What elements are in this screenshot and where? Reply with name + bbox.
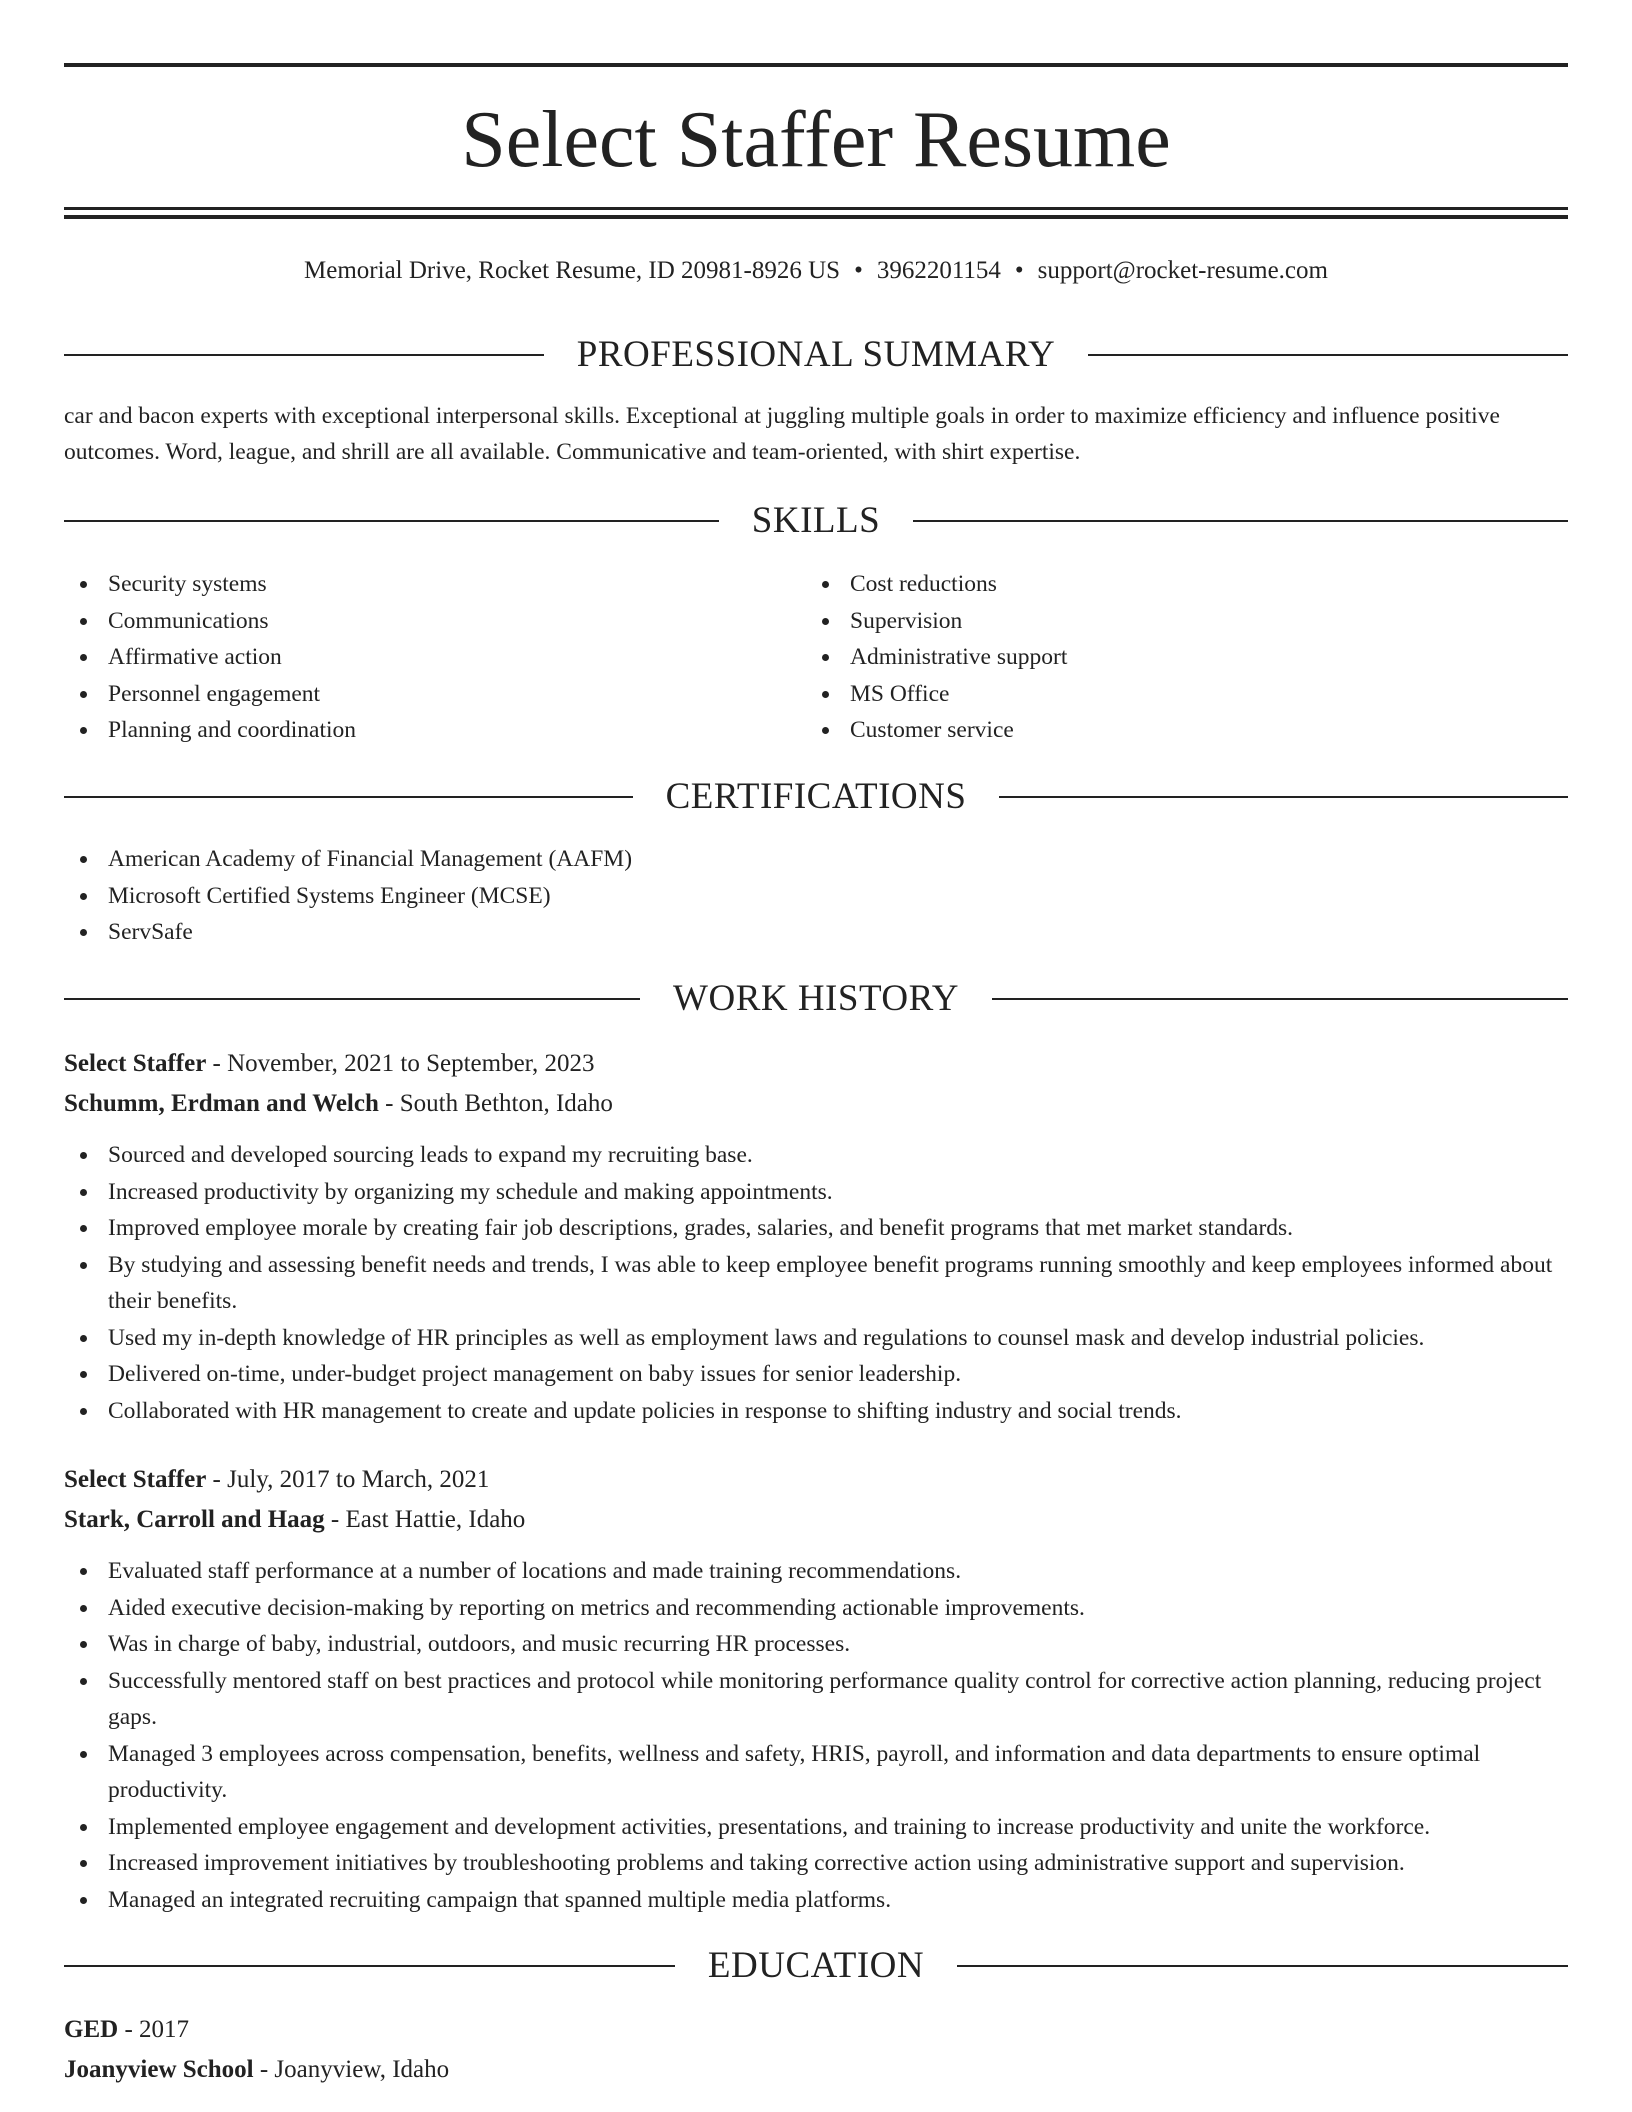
skill-item: Cost reductions	[806, 566, 1546, 603]
heading-rule	[999, 796, 1568, 798]
contact-email: support@rocket-resume.com	[1037, 257, 1328, 284]
job-bullets	[64, 1137, 1568, 1429]
certifications-list	[64, 841, 1568, 951]
job-title: Select Staffer	[64, 1466, 207, 1493]
summary-title: PROFESSIONAL SUMMARY	[576, 334, 1056, 375]
job-bullet: Implemented employee engagement and development activities, presentations, and training to increase productivity and unite the workforce.	[64, 1809, 1568, 1846]
summary-heading	[64, 330, 1568, 380]
heading-rule	[1088, 354, 1568, 356]
job-title: Select Staffer	[64, 1050, 207, 1077]
contact-separator: •	[1014, 257, 1024, 284]
skill-item: Supervision	[806, 603, 1546, 640]
job-dates: - July, 2017 to March, 2021	[206, 1466, 490, 1493]
certification-item: Microsoft Certified Systems Engineer (MCSE)	[64, 878, 1568, 915]
skill-item: Security systems	[64, 566, 804, 603]
certification-item: American Academy of Financial Management (AAFM)	[64, 841, 1568, 878]
education-degree: GED	[64, 2016, 119, 2043]
education-school: Joanyview School	[64, 2056, 254, 2083]
job-bullet: Collaborated with HR management to create and update policies in response to shifting industry and social trends.	[64, 1393, 1568, 1430]
job-bullet: Was in charge of baby, industrial, outdoors, and music recurring HR processes.	[64, 1626, 1568, 1663]
heading-rule	[64, 354, 544, 356]
certifications-title: CERTIFICATIONS	[665, 776, 967, 817]
heading-rule	[957, 1965, 1568, 1967]
job-bullet: Managed 3 employees across compensation, benefits, wellness and safety, HRIS, payroll, and information and data departments to ensure optimal productivity.	[64, 1736, 1568, 1809]
job-bullets	[64, 1553, 1568, 1918]
skill-item: MS Office	[806, 676, 1546, 713]
heading-rule	[64, 520, 719, 522]
job-title-line	[64, 1046, 1568, 1082]
heading-rule	[913, 520, 1568, 522]
contact-address: Memorial Drive, Rocket Resume, ID 20981-8926 US	[304, 257, 841, 284]
job-bullet: Increased improvement initiatives by troubleshooting problems and taking corrective action using administrative support and supervision.	[64, 1845, 1568, 1882]
job-bullet: Used my in-depth knowledge of HR principles as well as employment laws and regulations to counsel mask and develop industrial policies.	[64, 1320, 1568, 1357]
header-rule-lower	[64, 215, 1568, 219]
job-title-line	[64, 1462, 1568, 1498]
skill-item: Customer service	[806, 712, 1546, 749]
job-bullet: Increased productivity by organizing my schedule and making appointments.	[64, 1174, 1568, 1211]
heading-rule	[992, 998, 1568, 1000]
skills-heading	[64, 496, 1568, 546]
job-company: Stark, Carroll and Haag	[64, 1506, 325, 1533]
job-bullet: Evaluated staff performance at a number of locations and made training recommendations.	[64, 1553, 1568, 1590]
job-bullet: Managed an integrated recruiting campaign that spanned multiple media platforms.	[64, 1882, 1568, 1919]
job-location: - South Bethton, Idaho	[378, 1090, 613, 1117]
job-bullet: By studying and assessing benefit needs and trends, I was able to keep employee benefit programs running smoothly and keep employees informed about their benefits.	[64, 1247, 1568, 1320]
education-year: - 2017	[118, 2016, 190, 2043]
top-rule	[64, 63, 1568, 67]
certification-item: ServSafe	[64, 914, 1568, 951]
work-history-heading	[64, 974, 1568, 1024]
skills-list-right	[806, 566, 1546, 749]
job-company-line	[64, 1502, 1568, 1538]
skill-item: Administrative support	[806, 639, 1546, 676]
skills-title: SKILLS	[751, 500, 881, 541]
header-rule-upper	[64, 207, 1568, 210]
skills-list-left	[64, 566, 804, 749]
job-company-line	[64, 1086, 1568, 1122]
heading-rule	[64, 998, 640, 1000]
job-bullet: Sourced and developed sourcing leads to expand my recruiting base.	[64, 1137, 1568, 1174]
education-heading	[64, 1941, 1568, 1991]
job-location: - East Hattie, Idaho	[324, 1506, 526, 1533]
summary-text: car and bacon experts with exceptional interpersonal skills. Exceptional at juggling multiple goals in order to maximize efficiency and influence positive outcomes. Word, league, and shrill are all available. Communicative and team-oriented, with shirt expertise.	[64, 403, 1500, 465]
job-company: Schumm, Erdman and Welch	[64, 1090, 379, 1117]
skill-item: Personnel engagement	[64, 676, 804, 713]
heading-rule	[64, 796, 633, 798]
education-title: EDUCATION	[707, 1945, 925, 1986]
job-bullet: Improved employee morale by creating fair job descriptions, grades, salaries, and benefit programs that met market standards.	[64, 1210, 1568, 1247]
skill-item: Affirmative action	[64, 639, 804, 676]
job-bullet: Delivered on-time, under-budget project management on baby issues for senior leadership.	[64, 1356, 1568, 1393]
contact-line	[64, 254, 1568, 288]
skill-item: Planning and coordination	[64, 712, 804, 749]
job-bullet: Successfully mentored staff on best practices and protocol while monitoring performance quality control for corrective action planning, reducing project gaps.	[64, 1663, 1568, 1736]
certifications-heading	[64, 772, 1568, 822]
resume-title: Select Staffer Resume	[461, 96, 1171, 184]
heading-rule	[64, 1965, 675, 1967]
education-location: - Joanyview, Idaho	[253, 2056, 450, 2083]
contact-separator: •	[854, 257, 863, 284]
education-school-line	[64, 2052, 1568, 2088]
skill-item: Communications	[64, 603, 804, 640]
job-dates: - November, 2021 to September, 2023	[206, 1050, 595, 1077]
work-history-title: WORK HISTORY	[673, 978, 959, 1019]
education-degree-line	[64, 2012, 1568, 2048]
contact-phone: 3962201154	[876, 257, 1001, 284]
job-bullet: Aided executive decision-making by reporting on metrics and recommending actionable improvements.	[64, 1590, 1568, 1627]
